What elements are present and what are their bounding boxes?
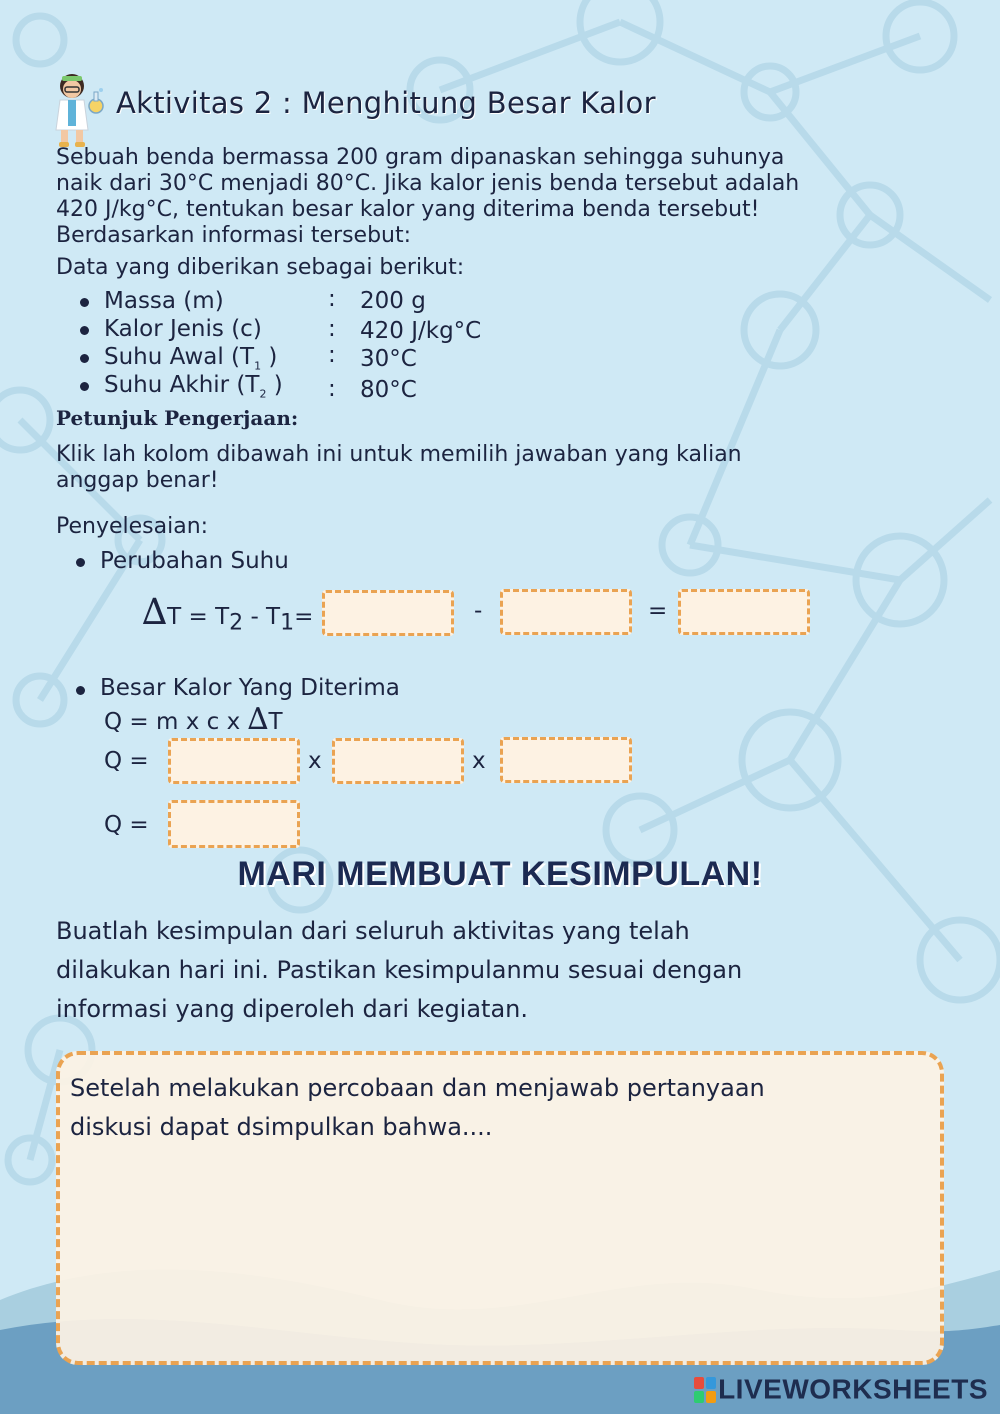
conclusion-line: dilakukan hari ini. Pastikan kesimpulanmu sesuai dengan — [56, 956, 743, 984]
delta-t-formula: $\Delta T = T_2 - T_1=$ — [142, 592, 314, 636]
conclusion-prompt-line: Setelah melakukan percobaan dan menjawab pertanyaan — [70, 1074, 765, 1102]
instruction-line: anggap benar! — [56, 468, 219, 493]
answer-box-specific-heat[interactable] — [332, 738, 464, 784]
activity-title: Aktivitas 2 : Menghitung Besar Kalor — [116, 86, 656, 120]
data-label-initial-temp: Suhu Awal ($T_1$ ) — [104, 344, 278, 373]
answer-box-t1[interactable] — [500, 589, 632, 635]
bullet-dot — [80, 382, 89, 391]
conclusion-prompt-line: diskusi dapat dsimpulkan bahwa.... — [70, 1113, 493, 1141]
step1-title: Perubahan Suhu — [100, 548, 289, 574]
q-label: Q = — [104, 748, 149, 774]
problem-line: naik dari 30°C menjadi 80°C. Jika kalor jenis benda tersebut adalah — [56, 171, 800, 196]
heat-formula: Q = m x c x ∆T — [104, 702, 283, 737]
data-separator: : — [328, 376, 336, 402]
data-separator: : — [328, 342, 336, 368]
conclusion-line: informasi yang diperoleh dari kegiatan. — [56, 995, 529, 1023]
conclusion-instructions — [56, 912, 944, 1029]
data-label-final-temp: Suhu Akhir ($T_2$ ) — [104, 372, 283, 401]
data-value-mass: 200 g — [360, 288, 426, 314]
liveworksheets-logo-icon — [694, 1377, 716, 1403]
answer-box-heat-result[interactable] — [168, 800, 300, 848]
answer-box-delta-t[interactable] — [678, 589, 810, 635]
data-value-final-temp: 80°C — [360, 377, 417, 403]
data-label-specific-heat: Kalor Jenis (c) — [104, 316, 262, 342]
data-value-specific-heat: 420 J/kg°C — [360, 318, 482, 344]
data-value-initial-temp: 30°C — [360, 346, 417, 372]
bullet-dot — [76, 558, 85, 567]
minus-sign: - — [474, 598, 483, 624]
solution-label: Penyelesaian: — [56, 514, 209, 539]
problem-line: Sebuah benda bermassa 200 gram dipanaskan sehingga suhunya — [56, 145, 785, 170]
bullet-dot — [80, 354, 89, 363]
data-separator: : — [328, 286, 336, 312]
bullet-dot — [80, 298, 89, 307]
times-sign: x — [472, 748, 486, 774]
step2-title: Besar Kalor Yang Diterima — [100, 675, 400, 701]
equals-sign: = — [648, 598, 668, 624]
times-sign: x — [308, 748, 322, 774]
bullet-dot — [76, 686, 85, 695]
problem-line: Berdasarkan informasi tersebut: — [56, 223, 412, 248]
delta-symbol: ∆ — [142, 592, 168, 633]
q-label-result: Q = — [104, 812, 149, 838]
liveworksheets-logo: LIVEWORKSHEETS — [694, 1372, 988, 1406]
answer-box-temp-change[interactable] — [500, 737, 632, 783]
data-label-mass: Massa (m) — [104, 288, 224, 314]
instruction-text — [56, 442, 944, 494]
answer-box-mass[interactable] — [168, 738, 300, 784]
problem-line: 420 J/kg°C, tentukan besar kalor yang diterima benda tersebut! — [56, 197, 760, 222]
scientist-girl-icon — [48, 70, 110, 150]
bullet-dot — [80, 326, 89, 335]
instruction-line: Klik lah kolom dibawah ini untuk memilih jawaban yang kalian — [56, 442, 742, 467]
conclusion-heading: MARI MEMBUAT KESIMPULAN! — [237, 855, 763, 893]
conclusion-answer-box[interactable] — [56, 1051, 944, 1365]
data-intro: Data yang diberikan sebagai berikut: — [56, 255, 465, 280]
problem-text — [56, 145, 944, 249]
delta-symbol: ∆ — [247, 702, 269, 737]
conclusion-line: Buatlah kesimpulan dari seluruh aktivitas yang telah — [56, 917, 690, 945]
answer-box-t2[interactable] — [322, 590, 454, 636]
instruction-title: Petunjuk Pengerjaan: — [56, 406, 299, 430]
data-separator: : — [328, 316, 336, 342]
